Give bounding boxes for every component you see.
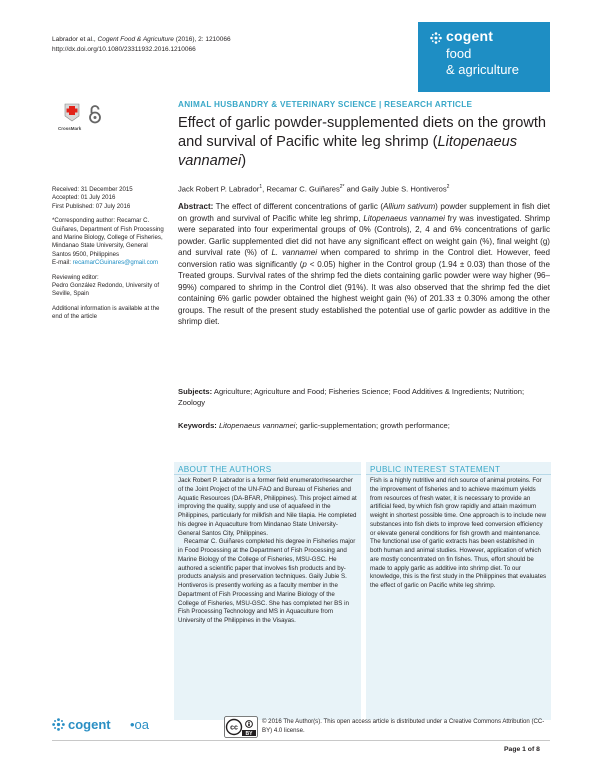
citation-line <box>52 35 231 45</box>
footer-divider <box>52 740 550 741</box>
email-link[interactable]: recamarCGuinares@gmail.com <box>72 259 159 267</box>
citation-volume: (2016), 2: 1210066 <box>173 36 231 43</box>
crossmark-icon[interactable] <box>62 102 82 126</box>
open-access-lock-icon <box>88 104 102 124</box>
author-name[interactable]: Recamar C. Guiñares <box>266 184 340 194</box>
abstract: Abstract: The effect of different concentrations of garlic (Allium sativum) powder supplement in fish diet on growth and survival of Pacific white leg shrimp, Litopenaeus vannamei fry was investigated. Shrimp were separated into four experimental groups of 0% (Controls), 2, 4 and 6% concentrations of garlic powder. Garlic supplemented diet did not have any significant effect on weight gain (%), final weight (g) and survival rate (%) of L. vannamei when compared to shrimp in the Control diet. However, feed conversion ratio was significantly (p < 0.05) higher in the Control group (1.94 ± 0.03) than those of the Treated groups. Survival rates of the shrimp fed the diets containing garlic powder were way higher (96–99%) compared to shrimp in the Control diet (91%). It was also observed that the shrimp fed the diet containing 6% garlic powder obtained the highest weight gain (%) of 201.33 ± 0.30% among the other groups. The result of the present study established the potential use of garlic powder as additive in the shrimp diet. <box>178 202 550 326</box>
about-paragraph: Jack Robert P. Labrador is a former field enumerator/researcher of the Joint Project of the UN-FAO and Bureau of Fisheries and Aquatic Resources (DA-BFAR, Philippines). This project aimed at improving the quality, supply and use of aquafeed in the Philippines, particularly for milkfish and Nile tilapia. He completed his degree in Aquaculture from Mindanao State University-General Santos City, Philippines. <box>178 477 357 537</box>
page-number: Page 1 of 8 <box>504 746 540 753</box>
cogent-wordmark: cogent <box>68 717 111 732</box>
author-name[interactable]: Gaily Jubie S. Hontiveros <box>361 184 447 194</box>
subjects: Subjects: Agriculture; Agriculture and Food; Fisheries Science; Food Additives & Ingredients; Nutrition; Zoology <box>178 387 525 408</box>
reviewing-editor: Reviewing editor: Pedro González Redondo, University of Seville, Spain <box>52 273 160 298</box>
journal-brand <box>418 22 550 92</box>
brand-agriculture: & agriculture <box>446 62 519 77</box>
citation-authors: Labrador et al., <box>52 36 98 43</box>
article-title: Effect of garlic powder-supplemented diets on the growth and survival of Pacific white leg shrimp (Litopenaeus vannamei) <box>178 115 547 169</box>
doi-link[interactable]: http://dx.doi.org/10.1080/23311932.2016.1210066 <box>52 46 196 53</box>
about-paragraph: Recamar C. Guiñares completed his degree in Fisheries major in Food Processing at the Department of Fish Processing and Marine Biology of the College of Fisheries, MSU-GSC. He authored a scientific paper that involves fish products and by-products analysis and preservation techniques. Gaily Jubie S. Hontiveros is presently working as a faculty member in the Department of Fish Processing and Marine Biology of the College of Fisheries, MSU-GSC. She has completed her BS in Fish Processing Technology and MS in Aquaculture from University of the Philippines in the Visayas. <box>178 538 356 624</box>
article-category: ANIMAL HUSBANDRY & VETERINARY SCIENCE | RESEARCH ARTICLE <box>178 100 473 109</box>
creative-commons-by-icon[interactable] <box>224 716 258 738</box>
public-interest-box <box>366 462 551 720</box>
crossmark-label: CrossMark <box>58 126 82 131</box>
additional-info: Additional information is available at the end of the article <box>52 304 160 321</box>
keywords: Keywords: Litopenaeus vannamei; garlic-supplementation; growth performance; <box>178 421 450 430</box>
oa-wordmark: •oa <box>130 717 150 732</box>
cogent-logo-icon <box>430 32 442 44</box>
corresponding-author: *Corresponding author: Recamar C. Guiñares, Department of Fish Processing and Marine Biology, College of Fisheries, Mindanao State University, General Santos 9500, Philippines E-mail: recamarCGuinares@gmail.com <box>52 217 164 267</box>
public-interest-paragraph: Fish is a highly nutritive and rich source of animal proteins. For the improvement of fisheries and to achieve maximum yields from resources of fresh water, it is necessary to provide an artificial feed, by which fish grow rapidly and attain maximum weight in shortest possible time. One approach is to include new substances into fish diets to improve feed conversion efficiency or elevate general conditions for fish growth and maintenance. The functional use of garlic extracts has been established in both human and animal studies. However, application of which are mostly concentrated on fin fishes. Thus, effort should be made to apply garlic as additive into shrimp diet. To our knowledge, this is the first study in the Philippines that evaluates the effect of garlic on Pacific white leg shrimp. <box>370 477 547 589</box>
author-name[interactable]: Jack Robert P. Labrador <box>178 184 260 194</box>
about-authors-heading: ABOUT THE AUTHORS <box>174 462 361 475</box>
badges <box>52 100 112 136</box>
svg-text:BY: BY <box>245 730 253 737</box>
license-statement: © 2016 The Author(s). This open access article is distributed under a Creative Commons Attribution (CC-BY) 4.0 license. <box>262 718 545 734</box>
cogent-oa-logo <box>52 717 162 733</box>
svg-text:cc: cc <box>230 724 238 732</box>
author-list: Jack Robert P. Labrador$^1$, Recamar C. Guiñares$^{2*}$ and Gaily Jubie S. Hontiveros$^2$ <box>178 184 450 194</box>
article-dates: Received: 31 December 2015 Accepted: 01 July 2016 First Published: 07 July 2016 <box>52 186 133 210</box>
brand-cogent: cogent <box>446 28 494 44</box>
citation-block <box>52 35 231 55</box>
brand-food: food <box>446 46 472 61</box>
cogent-logo-icon <box>52 718 65 731</box>
citation-journal: Cogent Food & Agriculture <box>97 36 174 43</box>
article-sidebar <box>52 186 168 328</box>
about-authors-box <box>174 462 361 720</box>
public-interest-heading: PUBLIC INTEREST STATEMENT <box>366 462 551 475</box>
